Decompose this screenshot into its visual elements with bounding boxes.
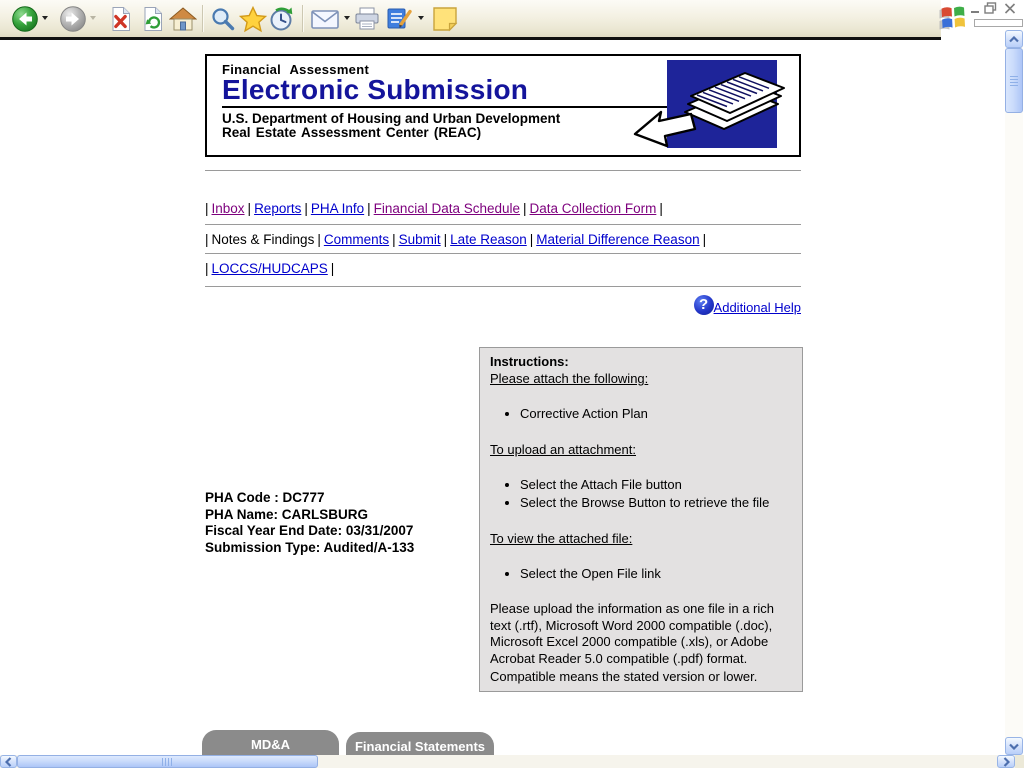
refresh-icon — [141, 6, 165, 32]
mail-button[interactable] — [308, 4, 342, 34]
back-icon — [11, 5, 39, 33]
scroll-up-button[interactable] — [1005, 30, 1023, 48]
nav-link-late-reason[interactable]: Late Reason — [450, 232, 527, 247]
close-icon — [1004, 3, 1016, 14]
minimize-icon — [971, 11, 979, 13]
edit-button[interactable] — [384, 4, 414, 34]
nav-link-pha-info[interactable]: PHA Info — [310, 201, 365, 216]
print-icon — [353, 6, 381, 32]
upload-list — [520, 477, 792, 510]
nav-separator: | — [330, 261, 335, 276]
nav-separator: | — [205, 232, 209, 247]
list-item: • Select the Attach File button — [520, 477, 792, 492]
page-title: Electronic Submission — [222, 74, 529, 105]
toolbar-separator — [202, 5, 204, 32]
browser-toolbar — [0, 0, 941, 37]
horizontal-scrollbar-thumb[interactable] — [17, 755, 318, 768]
attach-list — [520, 406, 792, 421]
nav-link-comments[interactable]: Comments — [323, 232, 390, 247]
help-bar — [205, 295, 801, 315]
scroll-left-button[interactable] — [0, 755, 17, 768]
horizontal-scrollbar[interactable] — [0, 755, 1015, 768]
notes-button[interactable] — [430, 4, 460, 34]
history-button[interactable] — [268, 4, 298, 34]
tab-mda[interactable]: MD&A — [202, 730, 339, 756]
scroll-right-button[interactable] — [997, 755, 1015, 768]
nav-separator: | — [702, 232, 707, 247]
stop-icon — [109, 6, 133, 32]
nav-separator: | — [247, 201, 252, 216]
instructions-title: Instructions: — [490, 354, 569, 369]
nav-separator: | — [529, 232, 534, 247]
chevron-left-icon — [5, 757, 12, 767]
compatibility-note: Compatible means the stated version or lower. — [490, 669, 758, 684]
nav-separator: | — [304, 201, 308, 216]
back-button[interactable] — [10, 4, 40, 34]
divider — [205, 170, 801, 172]
home-icon — [169, 6, 197, 32]
chevron-right-icon — [1003, 757, 1010, 767]
nav-link-data-collection-form[interactable]: Data Collection Form — [529, 201, 657, 216]
pha-code: PHA Code : DC777 — [205, 490, 325, 505]
additional-help-link[interactable]: Additional Help — [713, 300, 801, 315]
tab-financial-statements[interactable]: Financial Statements — [346, 732, 494, 756]
forward-icon — [59, 5, 87, 33]
submission-type: Submission Type: Audited/A-133 — [205, 539, 415, 555]
divider — [205, 224, 801, 226]
nav-row-2 — [205, 232, 801, 247]
reac-papers-logo — [627, 58, 799, 151]
pha-name: PHA Name: CARLSBURG — [205, 506, 369, 522]
favorites-button[interactable] — [238, 4, 268, 34]
page-banner — [205, 54, 801, 157]
list-item: • Corrective Action Plan — [520, 406, 792, 421]
nav-separator: | — [443, 232, 448, 247]
nav-link-material-difference-reason[interactable]: Material Difference Reason — [536, 232, 700, 247]
vertical-scrollbar[interactable] — [1005, 30, 1023, 755]
chevron-down-icon — [1009, 743, 1019, 750]
restore-button[interactable] — [984, 2, 997, 14]
mini-progress-field — [974, 19, 1023, 27]
nav-separator: | — [659, 201, 663, 216]
toolbar-bottom-border — [0, 37, 941, 40]
list-item: • Select the Browse Button to retrieve the file — [520, 495, 792, 510]
windows-logo-throbber — [938, 1, 970, 40]
sticky-note-icon — [431, 5, 459, 33]
forward-dropdown-caret — [90, 16, 96, 20]
banner-department: U.S. Department of Housing and Urban Development — [222, 111, 561, 126]
stop-button[interactable] — [106, 4, 136, 34]
refresh-button[interactable] — [138, 4, 168, 34]
restore-icon — [984, 2, 997, 14]
instructions-panel — [479, 347, 803, 692]
view-heading: To view the attached file: — [490, 531, 633, 546]
history-icon — [269, 5, 297, 33]
nav-link-submit[interactable]: Submit — [398, 232, 441, 247]
home-button[interactable] — [168, 4, 198, 34]
banner-program-name: Financial Assessment — [222, 62, 370, 77]
view-list — [520, 566, 792, 581]
vertical-scrollbar-thumb[interactable] — [1005, 48, 1023, 113]
nav-separator: | — [205, 261, 209, 276]
scroll-down-button[interactable] — [1005, 737, 1023, 755]
mail-dropdown-caret[interactable] — [344, 16, 350, 20]
nav-separator: | — [523, 201, 527, 216]
format-note: Please upload the information as one file in a rich text (.rtf), Microsoft Word 2000 compatible (.doc), Microsoft Excel 2000 compatible (.xls), or Adobe Acrobat Reader 5.0 compatible (.pdf) format. — [490, 601, 775, 666]
search-button[interactable] — [208, 4, 238, 34]
edit-dropdown-caret[interactable] — [418, 16, 424, 20]
nav-separator: | — [317, 232, 321, 247]
forward-button[interactable] — [58, 4, 88, 34]
nav-link-loccs-hudcaps[interactable]: LOCCS/HUDCAPS — [211, 261, 328, 276]
nav-row-3 — [205, 261, 801, 276]
search-icon — [210, 6, 236, 32]
help-question-icon[interactable]: ? — [694, 295, 714, 315]
print-button[interactable] — [352, 4, 382, 34]
back-dropdown-caret[interactable] — [42, 16, 48, 20]
nav-separator: | — [205, 201, 209, 216]
nav-separator: | — [392, 232, 396, 247]
edit-page-pencil-icon — [385, 6, 413, 32]
nav-static-notes-findings: Notes & Findings — [211, 232, 315, 247]
nav-link-financial-data-schedule[interactable]: Financial Data Schedule — [373, 201, 521, 216]
chevron-up-icon — [1009, 36, 1019, 43]
nav-link-inbox[interactable]: Inbox — [211, 201, 245, 216]
nav-link-reports[interactable]: Reports — [254, 201, 302, 216]
banner-center: Real Estate Assessment Center (REAC) — [222, 125, 482, 140]
nav-separator: | — [367, 201, 371, 216]
pha-info-block — [205, 490, 414, 556]
fiscal-year-end-date: Fiscal Year End Date: 03/31/2007 — [205, 523, 414, 538]
mail-icon — [310, 7, 340, 31]
scrollbar-corner — [1015, 755, 1024, 768]
divider — [205, 253, 801, 255]
banner-underline — [222, 106, 669, 108]
toolbar-separator — [302, 5, 304, 32]
attach-heading: Please attach the following: — [490, 371, 649, 386]
list-item: • Select the Open File link — [520, 566, 792, 581]
nav-row-1 — [205, 201, 801, 216]
minimize-button[interactable] — [969, 3, 981, 14]
favorites-star-icon — [239, 6, 267, 33]
divider — [205, 286, 801, 288]
upload-heading: To upload an attachment: — [490, 442, 636, 457]
close-button[interactable] — [1003, 2, 1016, 14]
